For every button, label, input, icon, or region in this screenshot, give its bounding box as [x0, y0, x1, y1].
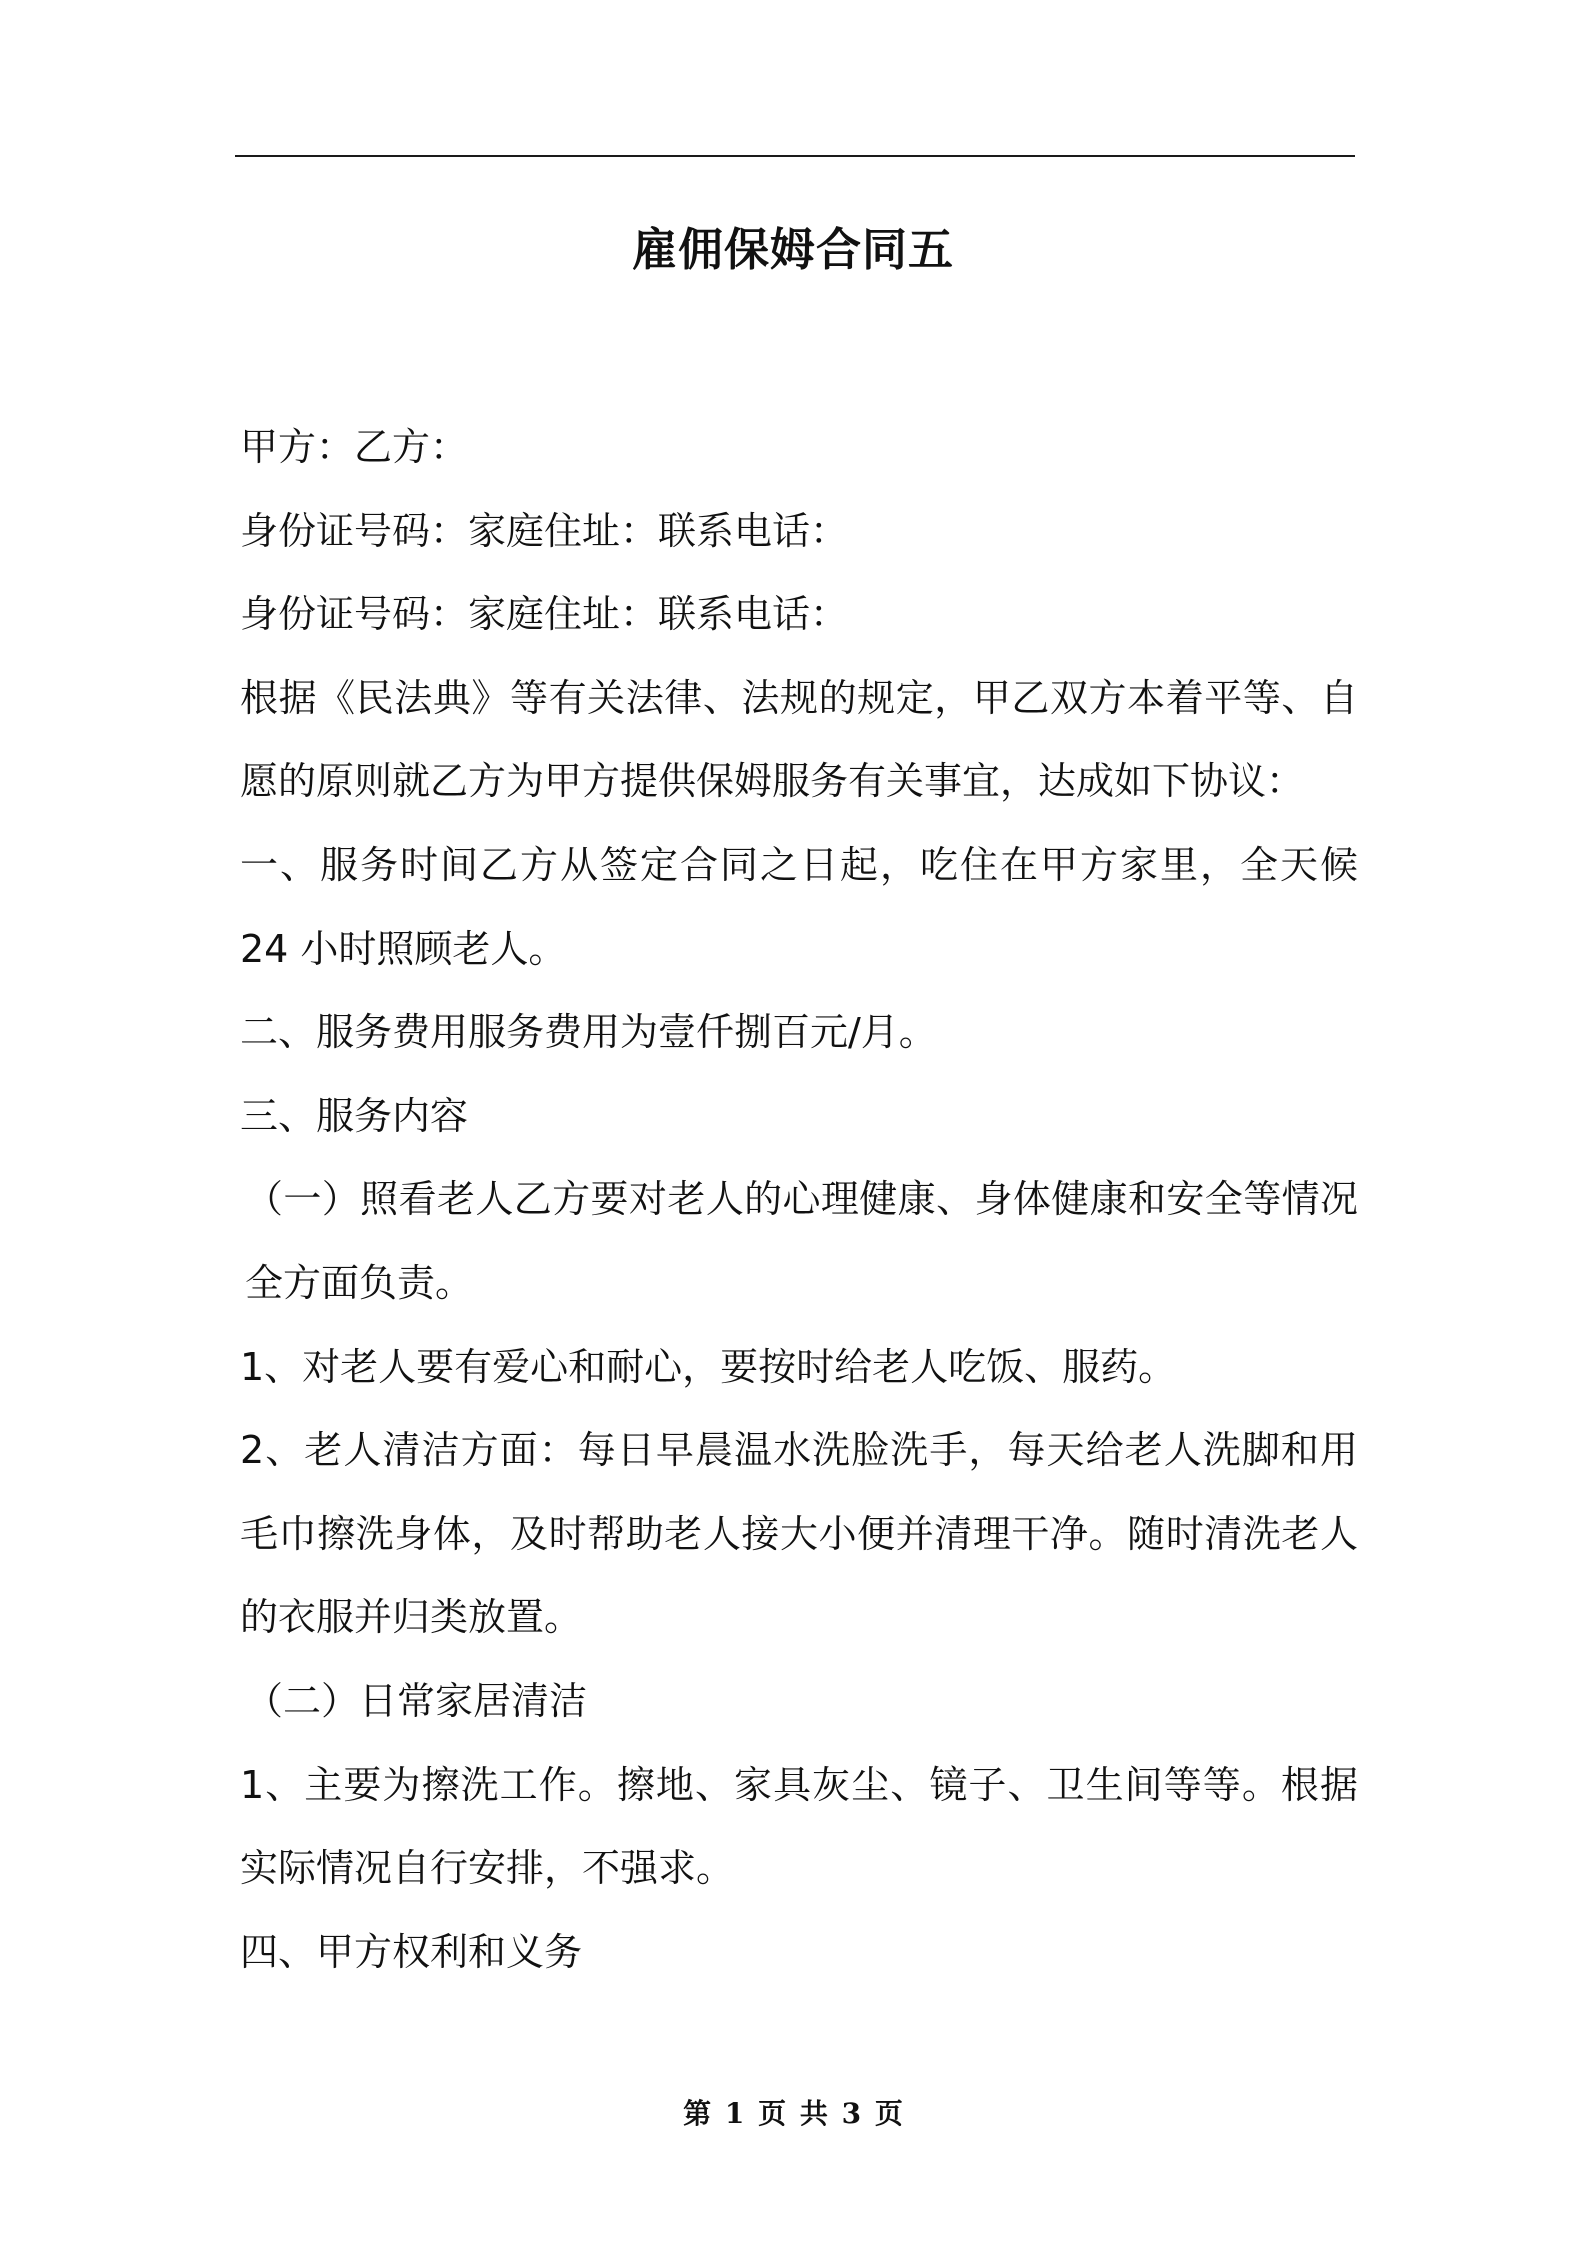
clause-service-content-heading: 三、服务内容 [240, 1093, 469, 1138]
item-scrubbing: 1、主要为擦洗工作。擦地、家具灰尘、镜子、卫生间等等。根据实际情况自行安排，不强求。 [240, 1762, 1358, 1891]
party-a-info-line: 身份证号码：家庭住址：联系电话： [240, 508, 849, 553]
document-body [240, 406, 1358, 1994]
clause-party-a-rights-heading: 四、甲方权利和义务 [240, 1929, 583, 1974]
item-patience: 1、对老人要有爱心和耐心，要按时给老人吃饭、服药。 [240, 1344, 1177, 1389]
preamble-paragraph: 根据《民法典》等有关法律、法规的规定，甲乙双方本着平等、自愿的原则就乙方为甲方提供保姆服务有关事宜，达成如下协议： [240, 675, 1358, 804]
document-title: 雇佣保姆合同五 [631, 223, 954, 276]
item-elder-cleaning: 2、老人清洁方面：每日早晨温水洗脸洗手，每天给老人洗脚和用毛巾擦洗身体，及时帮助老人接大小便并清理干净。随时清洗老人的衣服并归类放置。 [240, 1428, 1358, 1640]
subclause-house-cleaning: （二）日常家居清洁 [245, 1678, 588, 1723]
header-rule [235, 155, 1355, 157]
subclause-elder-care: （一）照看老人乙方要对老人的心理健康、身体健康和安全等情况全方面负责。 [245, 1177, 1358, 1305]
clause-service-fee: 二、服务费用服务费用为壹仟捌百元/月。 [240, 1010, 937, 1055]
page-number-footer: 第 1 页 共 3 页 [683, 2097, 903, 2130]
clause-service-time: 一、服务时间乙方从签定合同之日起，吃住在甲方家里，全天候 24 小时照顾老人。 [240, 842, 1358, 971]
party-line: 甲方：乙方： [240, 425, 469, 469]
party-b-info-line: 身份证号码：家庭住址：联系电话： [240, 592, 849, 637]
